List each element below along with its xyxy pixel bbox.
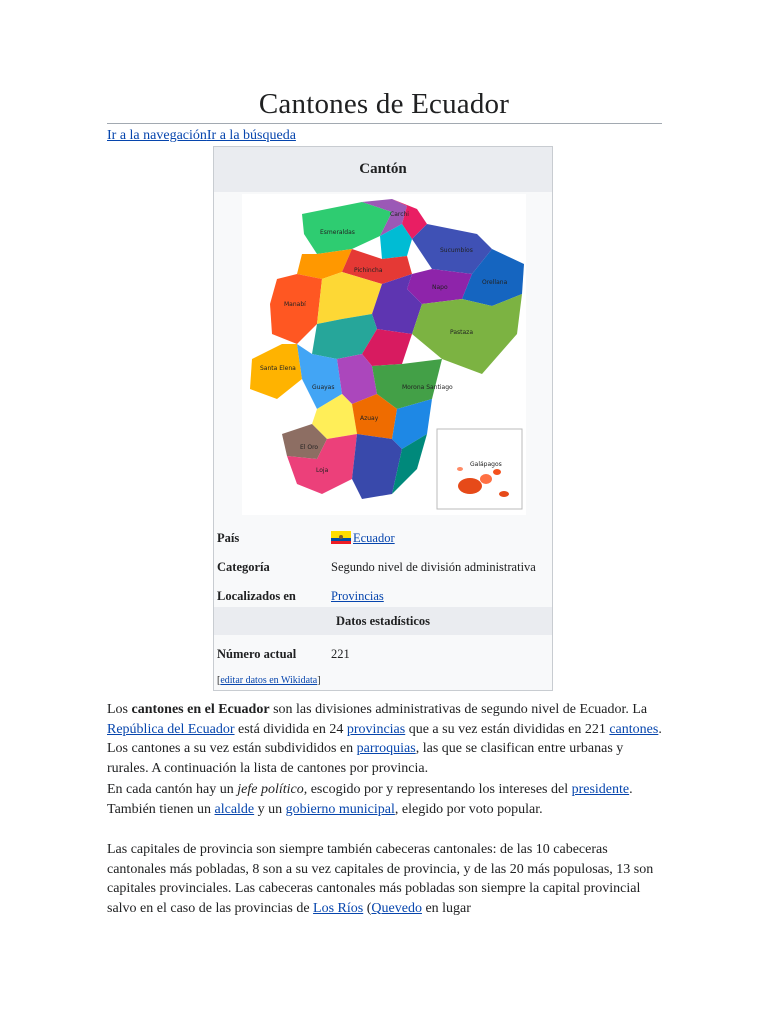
ecuador-link[interactable]: Ecuador xyxy=(353,531,395,545)
infobox-header: Cantón xyxy=(214,147,552,192)
text: Los xyxy=(107,702,132,717)
los-rios-link[interactable]: Los Ríos xyxy=(313,900,364,916)
skip-to-navigation-link[interactable]: Ir a la navegación xyxy=(107,128,207,143)
text: . También tienen un xyxy=(107,782,633,817)
svg-text:Esmeraldas: Esmeraldas xyxy=(320,229,355,236)
infobox-row-numero xyxy=(214,639,552,668)
svg-text:Guayas: Guayas xyxy=(312,384,335,391)
text: , elegido por voto popular. xyxy=(394,801,543,817)
text: En cada cantón hay un xyxy=(107,782,238,797)
map-image xyxy=(242,194,526,515)
text: Las capitales de provincia son siempre también cabeceras cantonales: de las 10 cabeceras cantonales más pobladas, 8 son a su vez capitales de provincia, y de las 20 más populosas, 13 son capitales provinciales. Las cabeceras cantonales más pobladas son siempre la capital provincial salvo en el caso de las provincias de xyxy=(107,842,654,916)
paragraph-intro xyxy=(107,700,667,778)
paragraph-capitales xyxy=(107,840,667,918)
edit-wikidata-link[interactable]: editar datos en Wikidata xyxy=(220,675,318,686)
text: está dividida en 24 xyxy=(234,721,347,737)
infobox-row-localizados xyxy=(214,581,552,610)
infobox-value: Segundo nivel de división administrativa xyxy=(331,560,536,574)
infobox-value xyxy=(331,589,384,604)
republica-link[interactable]: República del Ecuador xyxy=(107,721,235,737)
gobierno-municipal-link[interactable]: gobierno municipal xyxy=(285,801,395,817)
infobox xyxy=(213,146,553,691)
cantones-link[interactable]: cantones xyxy=(609,721,659,737)
svg-text:Morona Santiago: Morona Santiago xyxy=(402,384,453,391)
skip-links xyxy=(107,128,296,144)
italic-term: jefe político xyxy=(237,782,304,797)
text: , escogido por y representando los intereses del xyxy=(303,782,572,797)
svg-text:Manabí: Manabí xyxy=(284,301,306,308)
svg-text:Napo: Napo xyxy=(432,284,448,291)
page-title: Cantones de Ecuador xyxy=(258,88,510,120)
svg-text:Pastaza: Pastaza xyxy=(450,329,474,336)
svg-text:Pichincha: Pichincha xyxy=(354,267,383,274)
infobox-label: Localizados en xyxy=(217,589,296,603)
infobox-label: País xyxy=(217,531,240,545)
svg-text:Galápagos: Galápagos xyxy=(470,461,502,468)
infobox-edit: [editar datos en Wikidata] xyxy=(217,675,321,686)
quevedo-link[interactable]: Quevedo xyxy=(371,900,422,916)
text: que a su vez están divididas en 221 xyxy=(405,721,610,737)
infobox-row-pais xyxy=(214,523,552,552)
skip-to-search-link[interactable]: Ir a la búsqueda xyxy=(206,128,296,143)
svg-text:Carchi: Carchi xyxy=(390,211,409,218)
parroquias-link[interactable]: parroquias xyxy=(356,741,416,756)
text: en lugar xyxy=(421,900,471,916)
presidente-link[interactable]: presidente xyxy=(571,782,630,797)
ecuador-cantons-map[interactable] xyxy=(242,194,526,515)
svg-text:Sucumbíos: Sucumbíos xyxy=(440,247,473,254)
bold-term: cantones en el Ecuador xyxy=(131,702,270,717)
infobox-value xyxy=(331,531,395,546)
infobox-stats-header: Datos estadísticos xyxy=(214,607,552,635)
provincias-inline-link[interactable]: provincias xyxy=(346,721,406,737)
text: son las divisiones administrativas de segundo nivel de Ecuador. La xyxy=(269,702,648,717)
svg-text:El Oro: El Oro xyxy=(300,444,319,451)
text: y un xyxy=(254,801,286,817)
text: . Los cantones a su vez están subdivididos en xyxy=(107,721,662,756)
ecuador-flag-icon xyxy=(331,531,351,544)
svg-text:Orellana: Orellana xyxy=(482,279,508,286)
svg-text:Azuay: Azuay xyxy=(360,415,379,422)
infobox-label: Número actual xyxy=(217,647,297,661)
text: ( xyxy=(363,900,372,916)
alcalde-link[interactable]: alcalde xyxy=(214,801,255,817)
paragraph-jefe xyxy=(107,780,667,819)
svg-text:Loja: Loja xyxy=(316,467,329,474)
infobox-label: Categoría xyxy=(217,560,270,574)
infobox-value: 221 xyxy=(331,647,350,661)
title-divider xyxy=(107,123,662,124)
text: , las que se clasifican entre urbanas y rurales. A continuación la lista de cantones por provincia. xyxy=(107,741,624,776)
infobox-row-categoria xyxy=(214,552,552,581)
provincias-link[interactable]: Provincias xyxy=(331,589,384,603)
svg-text:Santa Elena: Santa Elena xyxy=(260,365,296,372)
